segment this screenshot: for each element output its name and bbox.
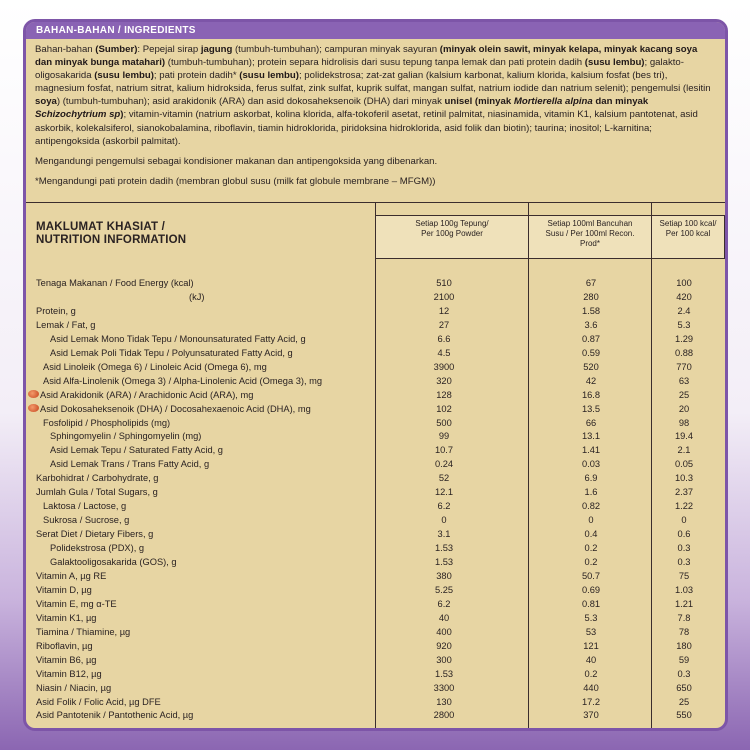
table-row xyxy=(26,654,725,667)
value-per-100g: 2800 xyxy=(433,710,455,721)
value-per-100g: 99 xyxy=(438,431,450,442)
nutrient-label-text: Vitamin B6, µg xyxy=(36,654,97,665)
nutrient-label xyxy=(50,458,209,471)
value-per-100kcal: 1.21 xyxy=(674,598,694,609)
value-per-100kcal: 25 xyxy=(678,696,690,707)
ingredients-segment: ; vitamin-vitamin (natrium askorbat, kolina klorida, alfa-tokoferil asetat, retinil palmitat, niasinamida, vitamin K1, kalsium pantotenat, asid askorbik, kolekalsiferol, sianokobalamina, riboflavin, tiamin hidroklorida, piridoksina hidroklorida, asid folik dan biotin); taurina; inositol; L-karnitina; antipengoksida (askorbil palmitat). xyxy=(35,109,698,147)
value-per-100g: 12 xyxy=(438,305,450,316)
value-per-100kcal: 63 xyxy=(678,375,690,386)
nutrient-label xyxy=(36,277,194,290)
value-per-100g: 320 xyxy=(436,375,452,386)
value-per-100ml: 42 xyxy=(585,375,597,386)
nutrient-label-text: Fosfolipid / Phospholipids (mg) xyxy=(43,417,171,428)
nutrient-label-text: Asid Arakidonik (ARA) / Arachidonic Acid (ARA), mg xyxy=(40,389,254,400)
nutrient-label xyxy=(43,375,322,388)
table-row xyxy=(26,584,725,597)
value-per-100ml: 50.7 xyxy=(581,570,601,581)
nutrient-label-text: Asid Dokosaheksenoik (DHA) / Docosahexaenoic Acid (DHA), mg xyxy=(40,403,311,414)
table-row xyxy=(26,598,725,611)
value-per-100kcal: 2.37 xyxy=(674,487,694,498)
value-per-100g: 3900 xyxy=(433,361,455,372)
table-row xyxy=(26,514,725,527)
nutrition-table xyxy=(26,202,725,731)
label-panel xyxy=(23,19,728,731)
nutrient-label-text: Riboflavin, µg xyxy=(36,640,93,651)
nutrient-label-text: Vitamin D, µg xyxy=(36,584,92,595)
value-per-100ml: 40 xyxy=(585,654,597,665)
column-header-per-100g: Setiap 100g Tepung/ Per 100g Powder xyxy=(375,215,529,259)
table-row xyxy=(26,347,725,360)
ingredients-segment: (susu lembu) xyxy=(94,70,154,82)
nutrient-label xyxy=(50,347,293,360)
table-row xyxy=(26,403,725,416)
nutrient-label xyxy=(36,626,130,639)
table-row xyxy=(26,277,725,290)
nutrient-label-text: Laktosa / Lactose, g xyxy=(43,501,127,512)
value-per-100g: 3300 xyxy=(433,682,455,693)
value-per-100kcal: 100 xyxy=(676,278,692,288)
value-per-100g: 300 xyxy=(436,654,452,665)
value-per-100g: 130 xyxy=(436,696,452,707)
ingredients-segment: soya xyxy=(35,96,57,108)
value-per-100kcal: 98 xyxy=(678,417,690,428)
nutrient-label xyxy=(36,709,193,722)
value-per-100kcal: 5.3 xyxy=(677,319,691,330)
ingredients-segment: Schizochytrium sp xyxy=(35,109,121,121)
nutrient-label-text: (kJ) xyxy=(189,291,205,302)
value-per-100ml: 0.03 xyxy=(581,459,601,470)
table-row xyxy=(26,472,725,485)
ingredients-note-emulsifier: Mengandungi pengemulsi sebagai kondisioner makanan dan antipengoksida yang dibenarkan. xyxy=(35,155,438,167)
nutrient-label-text: Tiamina / Thiamine, µg xyxy=(36,626,131,637)
table-row xyxy=(26,668,725,681)
nutrient-label xyxy=(36,668,102,681)
table-row xyxy=(26,486,725,499)
nutrient-label xyxy=(36,612,96,625)
nutrient-label xyxy=(36,598,117,611)
ingredients-segment: ; galakto-oligosakarida xyxy=(35,57,684,82)
value-per-100ml: 67 xyxy=(585,278,597,288)
value-per-100kcal: 0.3 xyxy=(677,557,691,567)
value-per-100ml: 0.4 xyxy=(584,529,598,540)
ingredients-text xyxy=(35,43,716,148)
ingredients-header: BAHAN-BAHAN / INGREDIENTS xyxy=(26,22,725,39)
table-row xyxy=(26,626,725,639)
ingredients-segment: ; polidekstrosa; zat-zat galian (kalsium karbonat, kalium klorida, kalsium fosfat (bes tri), magnesium fosfat, natrium sitrat, kalium hidroksida, ferus sulfat, zink sulfat, kuprik sulfat, mangan sulfat, natrium iodide dan natrium selenit); pengemulsi (lesitin xyxy=(35,70,711,95)
value-per-100ml: 5.3 xyxy=(584,612,598,623)
value-per-100kcal: 0.88 xyxy=(674,347,694,358)
value-per-100ml: 0.69 xyxy=(581,584,601,595)
value-per-100kcal: 7.8 xyxy=(677,612,691,623)
value-per-100kcal: 550 xyxy=(676,710,692,721)
value-per-100ml: 0.82 xyxy=(581,501,601,512)
value-per-100kcal: 420 xyxy=(676,291,692,302)
nutrient-label xyxy=(36,654,96,667)
value-per-100g: 12.1 xyxy=(434,487,454,498)
value-per-100kcal: 0.6 xyxy=(677,529,691,540)
nutrient-label xyxy=(50,556,177,569)
nutrient-label xyxy=(36,640,93,653)
value-per-100kcal: 10.3 xyxy=(674,473,694,484)
value-per-100kcal: 2.4 xyxy=(677,305,691,316)
value-per-100kcal: 78 xyxy=(678,626,690,637)
value-per-100ml: 121 xyxy=(583,640,599,651)
table-row xyxy=(26,389,725,402)
value-per-100g: 4.5 xyxy=(437,347,451,358)
nutrient-label-text: Polidekstrosa (PDX), g xyxy=(50,543,145,554)
table-row xyxy=(26,444,725,457)
nutrient-label xyxy=(43,417,170,430)
nutrient-label-text: Lemak / Fat, g xyxy=(36,319,96,330)
table-row xyxy=(26,696,725,709)
nutrient-label-text: Protein, g xyxy=(36,305,76,316)
table-row xyxy=(26,305,725,318)
ingredients-segment: (tumbuh-tumbuhan); campuran minyak sayuran xyxy=(232,44,440,55)
value-per-100ml: 0 xyxy=(588,515,594,526)
nutrient-label xyxy=(43,361,267,374)
value-per-100g: 400 xyxy=(436,626,452,637)
value-per-100kcal: 25 xyxy=(678,389,690,400)
table-row xyxy=(26,640,725,653)
nutrition-title: MAKLUMAT KHASIAT / NUTRITION INFORMATION xyxy=(36,221,187,246)
value-per-100kcal: 2.1 xyxy=(677,445,691,456)
ingredients-segment: (susu lembu) xyxy=(584,57,645,69)
nutrient-label-text: Asid Pantotenik / Pantothenic Acid, µg xyxy=(36,710,194,721)
value-per-100kcal: 1.29 xyxy=(674,333,694,344)
ingredients-segment: (tumbuh-tumbuhan); protein separa hidrolisis dari susu tepung tanpa lemak dan pati protein dadih xyxy=(165,57,585,69)
nutrient-label-text: Asid Alfa-Linolenik (Omega 3) / Alpha-Linolenic Acid (Omega 3), mg xyxy=(43,375,323,386)
ingredients-note-mfgm: *Mengandungi pati protein dadih (membran globul susu (milk fat globule membrane – MFGM)) xyxy=(35,175,436,187)
nutrient-label xyxy=(28,403,311,416)
nutrient-label xyxy=(43,514,129,527)
nutrient-label-text: Vitamin E, mg α-TE xyxy=(36,598,117,609)
value-per-100g: 500 xyxy=(436,417,452,428)
table-row xyxy=(26,500,725,513)
value-per-100g: 6.6 xyxy=(437,333,451,344)
nutrient-label xyxy=(189,291,205,304)
table-row xyxy=(26,682,725,695)
value-per-100ml: 0.81 xyxy=(581,598,601,609)
value-per-100g: 1.53 xyxy=(434,543,454,554)
nutrient-label-text: Asid Lemak Poli Tidak Tepu / Polyunsaturated Fatty Acid, g xyxy=(50,347,293,358)
ingredients-segment: (susu lembu) xyxy=(239,70,299,82)
value-per-100ml: 1.58 xyxy=(581,305,601,316)
value-per-100kcal: 75 xyxy=(678,570,690,581)
value-per-100ml: 0.2 xyxy=(584,668,598,679)
nutrient-label-text: Vitamin K1, µg xyxy=(36,612,97,623)
value-per-100kcal: 20 xyxy=(678,403,690,414)
nutrient-label-text: Vitamin A, µg RE xyxy=(36,570,107,581)
ingredients-segment: ; pati protein dadih* xyxy=(153,70,240,82)
nutrient-label xyxy=(36,682,111,695)
nutrient-label-text: Karbohidrat / Carbohydrate, g xyxy=(36,473,159,484)
value-per-100ml: 370 xyxy=(583,710,599,721)
table-row xyxy=(26,528,725,541)
value-per-100ml: 53 xyxy=(585,626,597,637)
nutrient-label-text: Sphingomyelin / Sphingomyelin (mg) xyxy=(50,431,202,442)
value-per-100kcal: 0.05 xyxy=(674,459,694,470)
value-per-100g: 6.2 xyxy=(437,501,451,512)
nutrient-label xyxy=(36,696,161,709)
ingredients-segment: dan minyak xyxy=(592,96,649,108)
value-per-100kcal: 770 xyxy=(676,361,692,372)
value-per-100g: 0.24 xyxy=(434,459,454,470)
value-per-100kcal: 19.4 xyxy=(674,431,694,442)
value-per-100kcal: 1.22 xyxy=(674,501,694,512)
table-row xyxy=(26,570,725,583)
value-per-100g: 0 xyxy=(441,515,447,526)
value-per-100ml: 6.9 xyxy=(584,473,598,484)
column-header-per-100kcal: Setiap 100 kcal/ Per 100 kcal xyxy=(651,215,725,259)
nutrient-label-text: Asid Linoleik (Omega 6) / Linoleic Acid (Omega 6), mg xyxy=(43,361,267,372)
table-row xyxy=(26,333,725,346)
value-per-100kcal: 0 xyxy=(681,515,687,526)
table-row xyxy=(26,709,725,722)
value-per-100ml: 0.59 xyxy=(581,347,601,358)
dha-badge-icon xyxy=(28,390,39,398)
value-per-100g: 6.2 xyxy=(437,598,451,609)
value-per-100g: 27 xyxy=(438,319,450,330)
value-per-100g: 3.1 xyxy=(437,529,451,540)
nutrient-label xyxy=(50,430,201,443)
value-per-100g: 1.53 xyxy=(434,557,454,567)
dha-badge-icon xyxy=(28,404,39,412)
ingredients-segment: unisel (minyak xyxy=(444,96,514,108)
table-row xyxy=(26,612,725,625)
nutrient-label-text: Asid Folik / Folic Acid, µg DFE xyxy=(36,696,161,707)
value-per-100ml: 520 xyxy=(583,361,599,372)
value-per-100ml: 440 xyxy=(583,682,599,693)
value-per-100g: 920 xyxy=(436,640,452,651)
table-row xyxy=(26,430,725,443)
value-per-100g: 1.53 xyxy=(434,668,454,679)
ingredients-segment: ) xyxy=(120,109,124,121)
value-per-100kcal: 59 xyxy=(678,654,690,665)
ingredients-segment: : Pepejal sirap xyxy=(137,44,201,55)
ingredients-segment: (Sumber) xyxy=(95,44,138,55)
value-per-100kcal: 1.03 xyxy=(674,584,694,595)
table-row xyxy=(26,417,725,430)
value-per-100g: 5.25 xyxy=(434,584,454,595)
nutrient-label xyxy=(50,542,144,555)
nutrient-label xyxy=(28,389,253,402)
nutrient-label-text: Sukrosa / Sucrose, g xyxy=(43,515,130,526)
nutrient-label-text: Serat Diet / Dietary Fibers, g xyxy=(36,529,154,540)
value-per-100g: 10.7 xyxy=(434,445,454,456)
value-per-100g: 128 xyxy=(436,389,452,400)
nutrient-label xyxy=(50,444,223,457)
value-per-100ml: 3.6 xyxy=(584,319,598,330)
value-per-100g: 380 xyxy=(436,570,452,581)
column-header-per-100ml: Setiap 100ml Bancuhan Susu / Per 100ml Recon. Prod* xyxy=(528,215,652,259)
nutrient-label xyxy=(36,305,76,318)
value-per-100ml: 13.1 xyxy=(581,431,601,442)
value-per-100g: 2100 xyxy=(433,291,455,302)
nutrient-label xyxy=(36,570,106,583)
nutrient-label-text: Asid Lemak Trans / Trans Fatty Acid, g xyxy=(50,459,210,470)
nutrient-label-text: Galaktooligosakarida (GOS), g xyxy=(50,557,177,567)
nutrient-label xyxy=(36,528,153,541)
value-per-100ml: 0.2 xyxy=(584,543,598,554)
value-per-100ml: 0.87 xyxy=(581,333,601,344)
value-per-100g: 102 xyxy=(436,403,452,414)
nutrient-label xyxy=(36,584,92,597)
nutrient-label-text: Tenaga Makanan / Food Energy (kcal) xyxy=(36,278,194,288)
value-per-100kcal: 0.3 xyxy=(677,543,691,554)
value-per-100ml: 13.5 xyxy=(581,403,601,414)
value-per-100g: 40 xyxy=(438,612,450,623)
nutrient-label-text: Asid Lemak Tepu / Saturated Fatty Acid, g xyxy=(50,445,223,456)
ingredients-segment: jagung xyxy=(200,44,233,55)
ingredients-block xyxy=(26,39,725,188)
value-per-100ml: 0.2 xyxy=(584,557,598,567)
nutrient-label-text: Jumlah Gula / Total Sugars, g xyxy=(36,487,158,498)
value-per-100g: 510 xyxy=(436,278,452,288)
value-per-100ml: 1.6 xyxy=(584,487,598,498)
value-per-100kcal: 0.3 xyxy=(677,668,691,679)
nutrient-label-text: Vitamin B12, µg xyxy=(36,668,102,679)
value-per-100ml: 17.2 xyxy=(581,696,601,707)
value-per-100kcal: 180 xyxy=(676,640,692,651)
value-per-100ml: 16.8 xyxy=(581,389,601,400)
value-per-100kcal: 650 xyxy=(676,682,692,693)
nutrient-label xyxy=(36,319,95,332)
table-row xyxy=(26,361,725,374)
ingredients-segment: Bahan-bahan xyxy=(35,44,96,55)
nutrient-label xyxy=(43,500,126,513)
table-row xyxy=(26,375,725,388)
ingredients-segment: (minyak olein sawit, minyak kelapa, minyak kacang soya dan minyak bunga matahari) xyxy=(35,44,698,69)
nutrient-label-text: Niasin / Niacin, µg xyxy=(36,682,112,693)
value-per-100ml: 1.41 xyxy=(581,445,601,456)
table-row xyxy=(26,542,725,555)
value-per-100ml: 280 xyxy=(583,291,599,302)
table-row xyxy=(26,458,725,471)
table-row xyxy=(26,556,725,569)
nutrient-label xyxy=(36,472,158,485)
value-per-100g: 52 xyxy=(438,473,450,484)
ingredients-segment: ) (tumbuh-tumbuhan); asid arakidonik (ARA) dan asid dokosaheksenoik (DHA) dari minyak xyxy=(56,96,445,108)
table-row xyxy=(26,319,725,332)
nutrient-label xyxy=(36,486,158,499)
nutrient-label xyxy=(50,333,306,346)
nutrient-label-text: Asid Lemak Mono Tidak Tepu / Monounsaturated Fatty Acid, g xyxy=(50,333,306,344)
value-per-100ml: 66 xyxy=(585,417,597,428)
ingredients-segment: Mortierella alpina xyxy=(513,96,593,108)
table-row xyxy=(26,291,725,304)
